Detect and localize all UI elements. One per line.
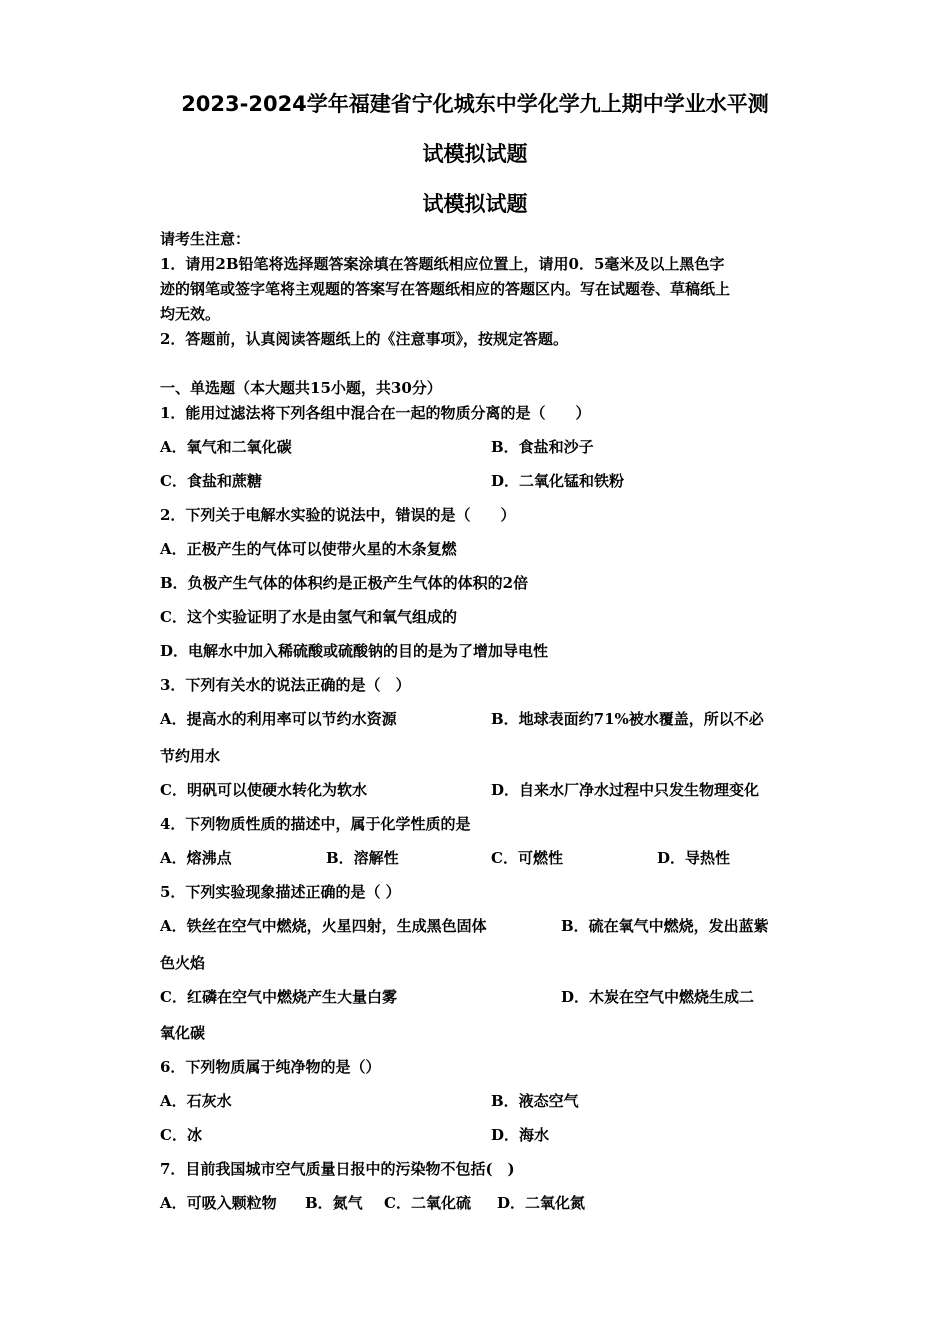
question-2-option-d: D．电解水中加入稀硫酸或硫酸钠的目的是为了增加导电性 <box>160 642 549 660</box>
question-5-option-a: A．铁丝在空气中燃烧，火星四射，生成黑色固体 <box>160 917 487 935</box>
exam-title-line-1: 2023-2024学年福建省宁化城东中学化学九上期中学业水平测 <box>181 92 769 116</box>
question-1-option-b: B．食盐和沙子 <box>491 438 594 456</box>
question-6-option-a: A．石灰水 <box>160 1092 232 1110</box>
question-4-option-c: C．可燃性 <box>491 849 563 867</box>
exam-title-line-2: 试模拟试题 <box>422 142 528 166</box>
question-7-option-a: A．可吸入颗粒物 <box>160 1194 277 1212</box>
question-1-option-c: C．食盐和蔗糖 <box>160 472 262 490</box>
notice-line-4: 2．答题前，认真阅读答题纸上的《注意事项》，按规定答题。 <box>160 330 568 348</box>
notice-line-3: 均无效。 <box>160 305 221 323</box>
question-6-option-b: B．液态空气 <box>491 1092 579 1110</box>
question-7-option-c: C．二氧化硫 <box>384 1194 471 1212</box>
question-3-option-d: D．自来水厂净水过程中只发生物理变化 <box>491 781 760 799</box>
question-7-option-d: D．二氧化氮 <box>497 1194 586 1212</box>
question-6-option-d: D．海水 <box>491 1126 550 1144</box>
question-4-option-a: A．熔沸点 <box>160 849 232 867</box>
question-1-option-d: D．二氧化锰和铁粉 <box>491 472 625 490</box>
question-5-option-b: B．硫在氧气中燃烧，发出蓝紫 <box>561 917 769 935</box>
question-3-option-c: C．明矾可以使硬水转化为软水 <box>160 781 367 799</box>
question-2-stem: 2．下列关于电解水实验的说法中，错误的是（ ） <box>160 506 516 524</box>
section-heading: 一、单选题（本大题共15小题，共30分） <box>160 379 442 397</box>
notice-line-2: 迹的钢笔或签字笔将主观题的答案写在答题纸相应的答题区内。写在试题卷、草稿纸上 <box>160 280 731 298</box>
question-3-stem: 3．下列有关水的说法正确的是（ ） <box>160 676 411 694</box>
question-3-option-a: A．提高水的利用率可以节约水资源 <box>160 710 397 728</box>
question-1-stem: 1．能用过滤法将下列各组中混合在一起的物质分离的是（ ） <box>160 404 591 422</box>
question-3-option-b-continued: 节约用水 <box>160 747 221 765</box>
question-4-option-d: D．导热性 <box>657 849 731 867</box>
question-5-option-d-continued: 氧化碳 <box>160 1024 206 1042</box>
question-6-option-c: C．冰 <box>160 1126 202 1144</box>
question-4-option-b: B．溶解性 <box>326 849 399 867</box>
question-7-stem: 7．目前我国城市空气质量日报中的污染物不包括( ) <box>160 1160 515 1178</box>
notice-heading: 请考生注意： <box>160 230 251 248</box>
question-6-stem: 6．下列物质属于纯净物的是（） <box>160 1058 381 1076</box>
question-2-option-a: A．正极产生的气体可以使带火星的木条复燃 <box>160 540 457 558</box>
question-7-option-b: B．氮气 <box>305 1194 363 1212</box>
question-1-option-a: A．氧气和二氧化碳 <box>160 438 292 456</box>
notice-line-1: 1．请用2B铅笔将选择题答案涂填在答题纸相应位置上，请用0．5毫米及以上黑色字 <box>160 255 725 273</box>
question-5-stem: 5．下列实验现象描述正确的是（ ） <box>160 883 401 901</box>
exam-title-line-3: 试模拟试题 <box>422 192 528 216</box>
question-5-option-d: D．木炭在空气中燃烧生成二 <box>561 988 755 1006</box>
question-4-stem: 4．下列物质性质的描述中，属于化学性质的是 <box>160 815 471 833</box>
question-5-option-b-continued: 色火焰 <box>160 954 206 972</box>
question-5-option-c: C．红磷在空气中燃烧产生大量白雾 <box>160 988 397 1006</box>
question-2-option-c: C．这个实验证明了水是由氢气和氧气组成的 <box>160 608 457 626</box>
question-2-option-b: B．负极产生气体的体积约是正极产生气体的体积的2倍 <box>160 574 529 592</box>
question-3-option-b: B．地球表面约71%被水覆盖，所以不必 <box>491 710 764 728</box>
